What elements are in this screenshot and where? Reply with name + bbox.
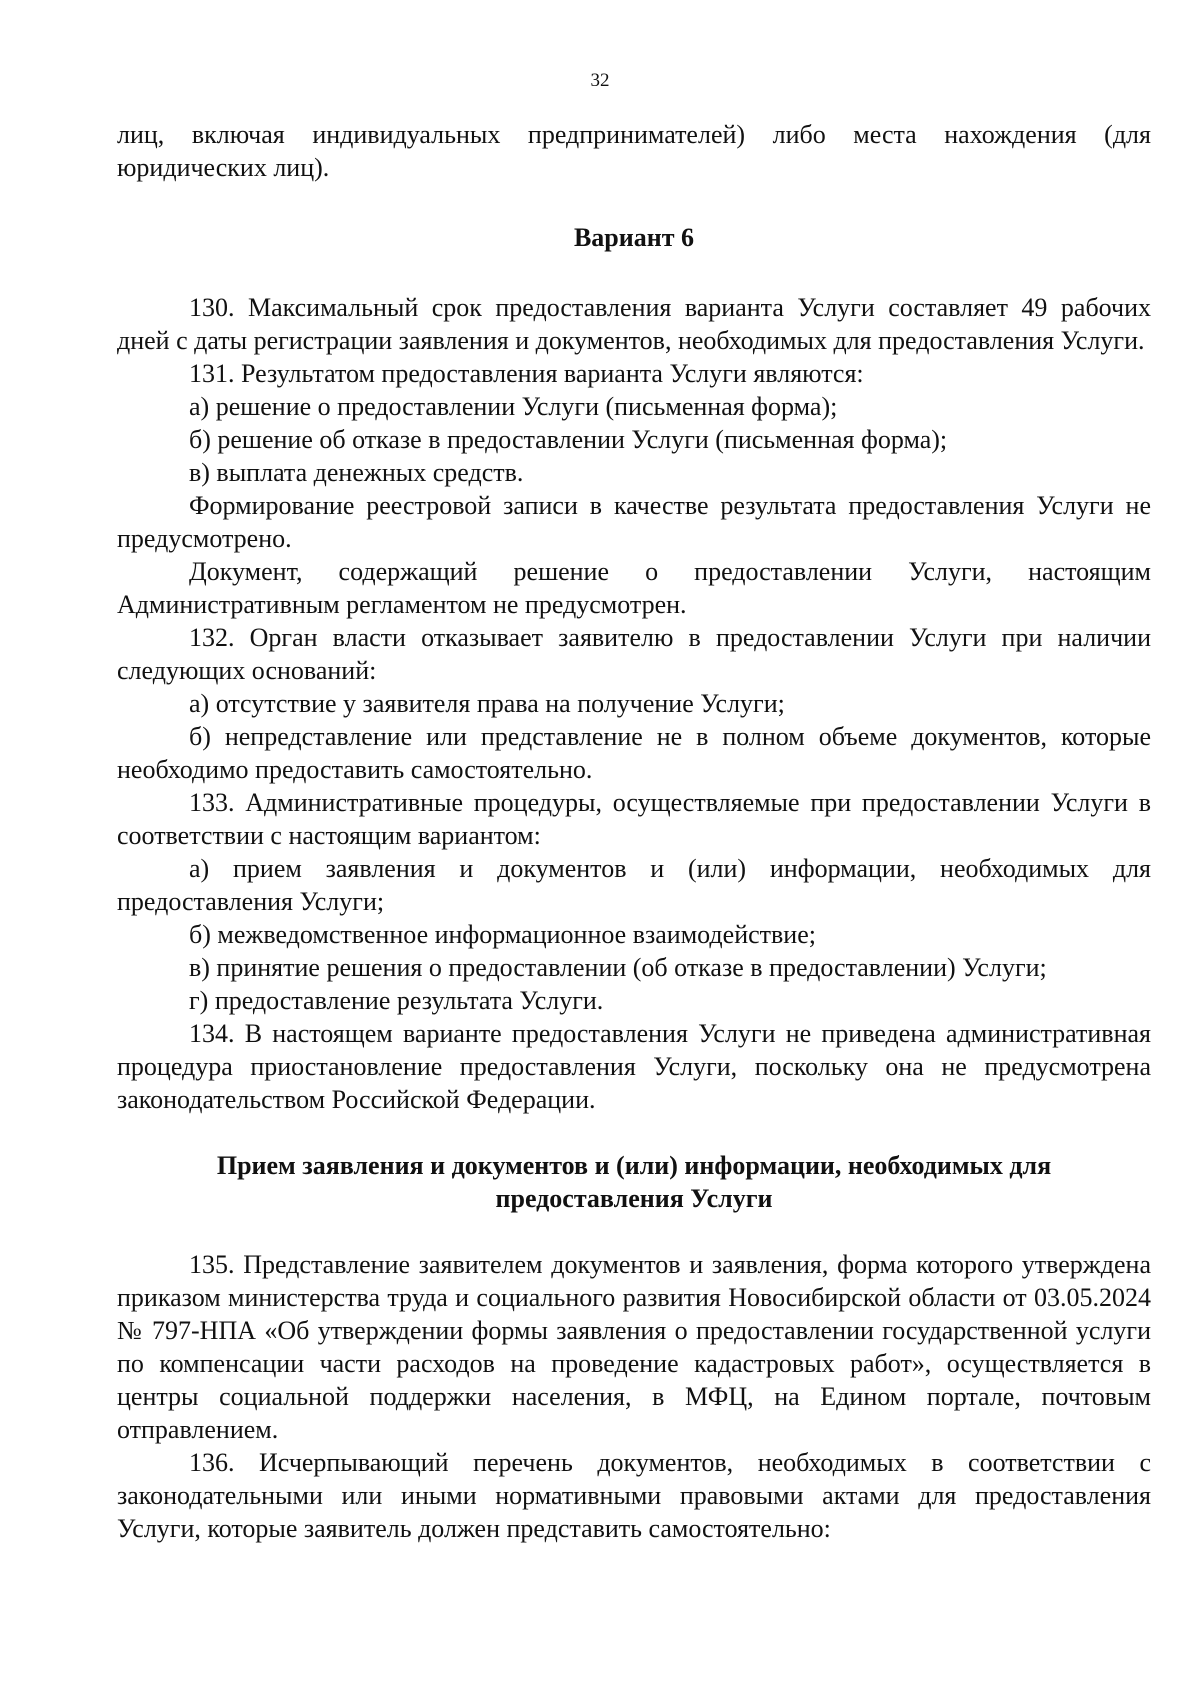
paragraph-134: 134. В настоящем варианте предоставления Услуги не приведена административная процедура приостановление предоставления Услуги, поскольку она не предусмотрена законодательством Российской Федерации.	[117, 1019, 1151, 1114]
paragraph-133-b: б) межведомственное информационное взаимодействие;	[189, 920, 816, 949]
heading-application-intake-line-1: Прием заявления и документов и (или) информации, необходимых для	[216, 1151, 1052, 1180]
paragraph-decision-document: Документ, содержащий решение о предоставлении Услуги, настоящим Административным регламентом не предусмотрен.	[117, 557, 1151, 619]
heading-application-intake	[117, 1149, 1151, 1215]
paragraph-registry-record: Формирование реестровой записи в качестве результата предоставления Услуги не предусмотрено.	[117, 491, 1151, 553]
document-body	[117, 118, 1151, 1545]
paragraph-133-d: г) предоставление результата Услуги.	[189, 986, 604, 1015]
paragraph-136: 136. Исчерпывающий перечень документов, необходимых в соответствии с законодательными или иными нормативными правовыми актами для предоставления Услуги, которые заявитель должен представить самостоятельно:	[117, 1448, 1151, 1543]
paragraph-131-a: а) решение о предоставлении Услуги (письменная форма);	[189, 392, 838, 421]
page-number: 32	[590, 70, 610, 91]
paragraph-131-b: б) решение об отказе в предоставлении Услуги (письменная форма);	[189, 425, 948, 454]
paragraph-130: 130. Максимальный срок предоставления варианта Услуги составляет 49 рабочих дней с даты регистрации заявления и документов, необходимых для предоставления Услуги.	[117, 293, 1151, 355]
paragraph-135: 135. Представление заявителем документов и заявления, форма которого утверждена приказом министерства труда и социального развития Новосибирской области от 03.05.2024 № 797-НПА «Об утверждении формы заявления о предоставлении государственной услуги по компенсации части расходов на проведение кадастровых работ», осуществляется в центры социальной поддержки населения, в МФЦ, на Едином портале, почтовым отправлением.	[117, 1250, 1151, 1444]
heading-variant-6: Вариант 6	[573, 223, 695, 252]
paragraph-continuation: лиц, включая индивидуальных предпринимателей) либо места нахождения (для юридических лиц).	[117, 120, 1151, 182]
paragraph-131: 131. Результатом предоставления варианта Услуги являются:	[189, 359, 864, 388]
heading-application-intake-line-2: предоставления Услуги	[495, 1184, 773, 1213]
paragraph-133-c: в) принятие решения о предоставлении (об отказе в предоставлении) Услуги;	[189, 953, 1047, 982]
paragraph-133: 133. Административные процедуры, осуществляемые при предоставлении Услуги в соответствии с настоящим вариантом:	[117, 788, 1151, 850]
paragraph-133-a: а) прием заявления и документов и (или) информации, необходимых для предоставления Услуги;	[117, 854, 1151, 916]
paragraph-132-b: б) непредставление или представление не в полном объеме документов, которые необходимо предоставить самостоятельно.	[117, 722, 1151, 784]
paragraph-132-a: а) отсутствие у заявителя права на получение Услуги;	[189, 689, 785, 718]
paragraph-132: 132. Орган власти отказывает заявителю в предоставлении Услуги при наличии следующих оснований:	[117, 623, 1151, 685]
paragraph-131-c: в) выплата денежных средств.	[189, 458, 524, 487]
